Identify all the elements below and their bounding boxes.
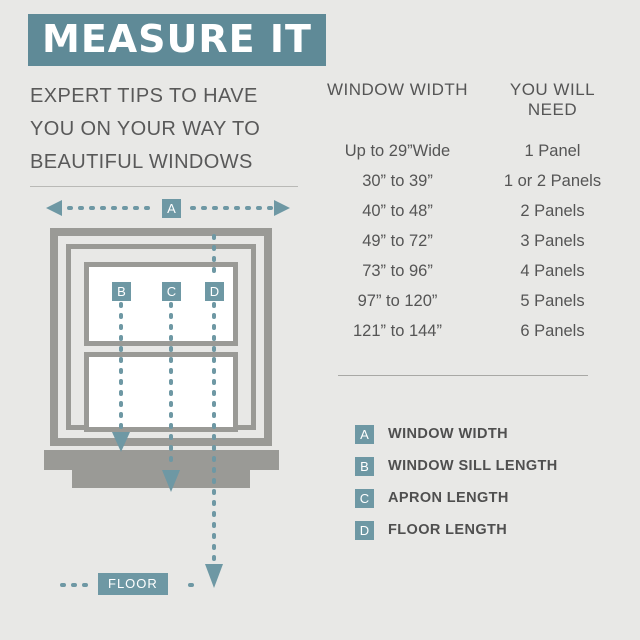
floor-label: FLOOR <box>98 573 168 595</box>
legend-item-c <box>355 482 558 514</box>
diagram-badge-d: D <box>205 282 224 301</box>
cell-panels: 5 Panels <box>520 292 585 310</box>
legend-label-b: WINDOW SILL LENGTH <box>388 458 558 474</box>
cell-window-width: 40” to 48” <box>362 202 433 220</box>
legend-badge-c: C <box>355 489 374 508</box>
table-row <box>310 166 620 196</box>
table-row <box>310 316 620 346</box>
table-row <box>310 286 620 316</box>
legend-label-a: WINDOW WIDTH <box>388 426 508 442</box>
legend <box>355 418 558 546</box>
cell-window-width: Up to 29”Wide <box>344 142 451 160</box>
cell-window-width: 121” to 144” <box>353 322 442 340</box>
diagram-badge-c: C <box>162 282 181 301</box>
table-divider <box>338 375 588 376</box>
subtitle-line-2: YOU ON YOUR WAY TO <box>30 118 261 140</box>
window-pane-top <box>84 262 238 346</box>
table-header-row <box>310 80 620 120</box>
table-row <box>310 256 620 286</box>
cell-window-width: 97” to 120” <box>357 292 438 310</box>
panel-size-table <box>310 80 620 346</box>
legend-label-c: APRON LENGTH <box>388 490 509 506</box>
cell-window-width: 30” to 39” <box>362 172 433 190</box>
cell-panels: 1 or 2 Panels <box>503 172 602 190</box>
table-header-you-will-need: YOU WILL NEED <box>509 80 596 119</box>
page-title: MEASURE IT <box>42 17 312 61</box>
diagram-badge-a: A <box>162 199 181 218</box>
diagram-badge-b: B <box>112 282 131 301</box>
cell-panels: 1 Panel <box>524 142 581 160</box>
cell-panels: 3 Panels <box>520 232 585 250</box>
table-row <box>310 196 620 226</box>
subtitle-line-3: BEAUTIFUL WINDOWS <box>30 151 253 173</box>
cell-window-width: 73” to 96” <box>362 262 433 280</box>
cell-panels: 6 Panels <box>520 322 585 340</box>
legend-badge-d: D <box>355 521 374 540</box>
table-row <box>310 136 620 166</box>
legend-item-d <box>355 514 558 546</box>
table-row <box>310 226 620 256</box>
table-header-window-width: WINDOW WIDTH <box>326 80 469 99</box>
window-pane-bottom <box>84 352 238 432</box>
window-sill <box>44 450 279 470</box>
legend-label-d: FLOOR LENGTH <box>388 522 508 538</box>
legend-badge-b: B <box>355 457 374 476</box>
cell-panels: 4 Panels <box>520 262 585 280</box>
legend-item-b <box>355 450 558 482</box>
cell-panels: 2 Panels <box>520 202 585 220</box>
cell-window-width: 49” to 72” <box>362 232 433 250</box>
legend-badge-a: A <box>355 425 374 444</box>
window-apron <box>72 470 250 488</box>
legend-item-a <box>355 418 558 450</box>
subtitle-line-1: EXPERT TIPS TO HAVE <box>30 85 258 107</box>
